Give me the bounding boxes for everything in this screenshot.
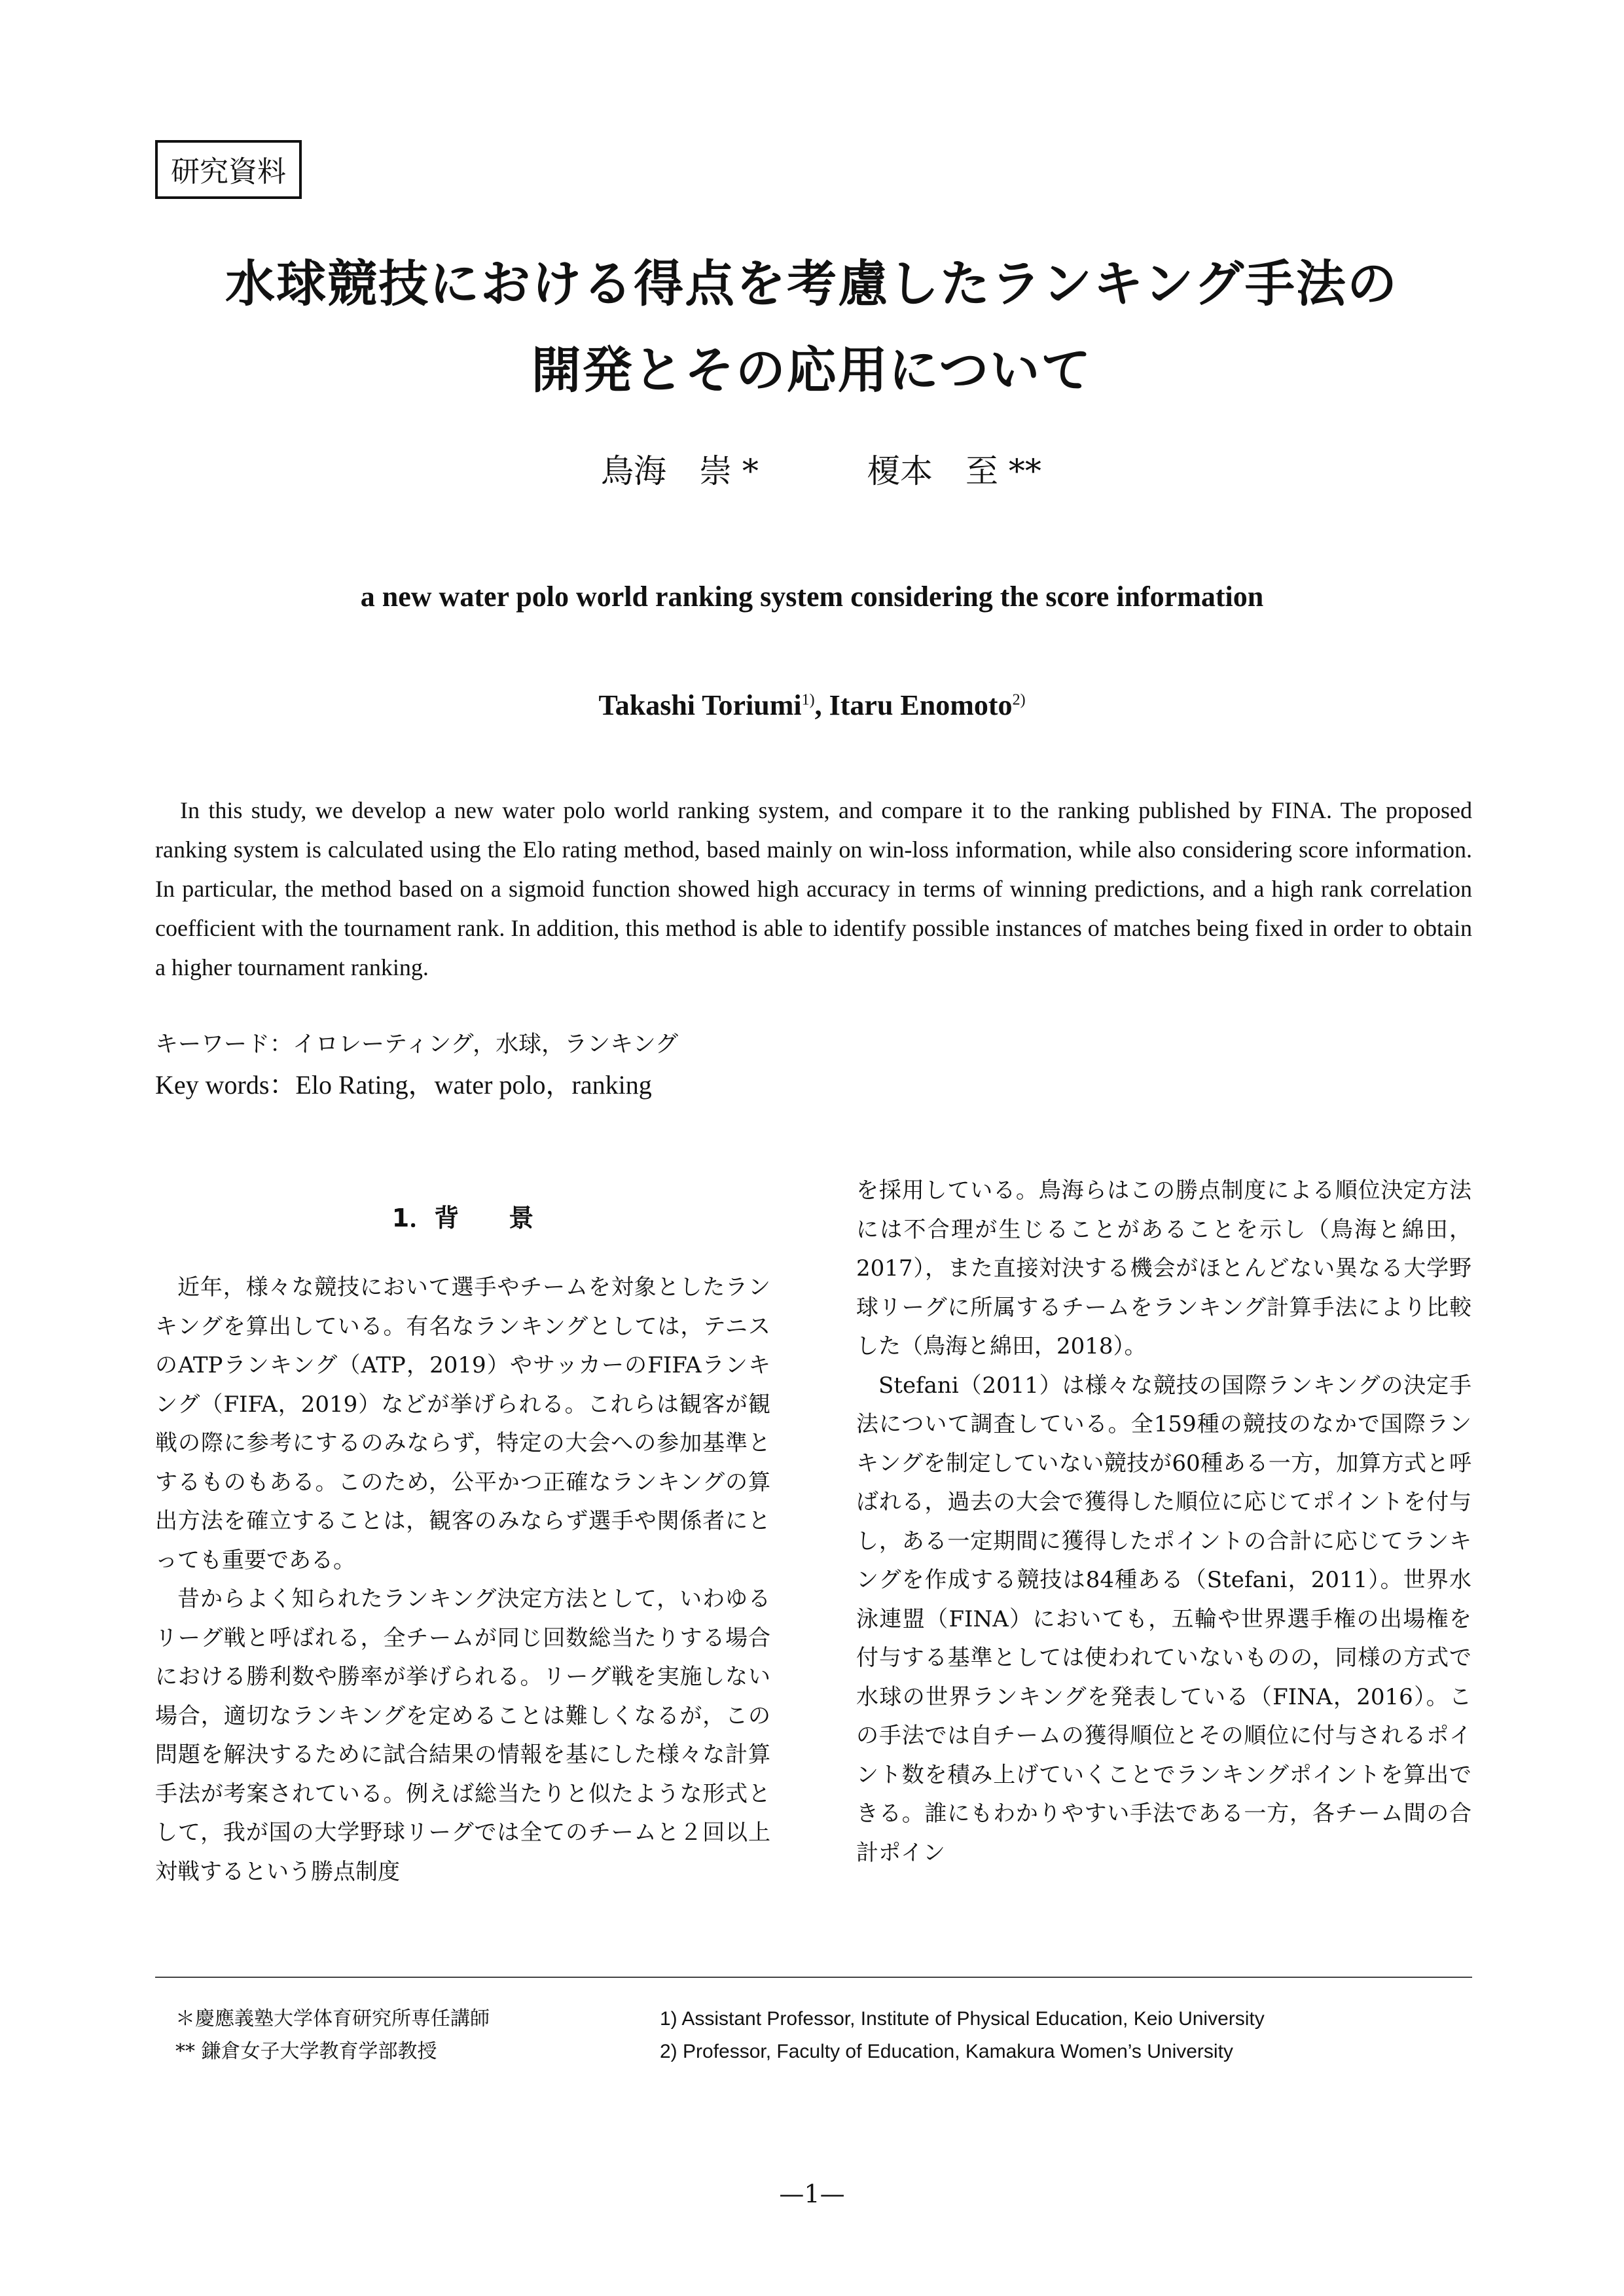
footnote: ＊慶應義塾大学体育研究所専任講師 bbox=[175, 2007, 490, 2030]
paragraph: Stefani（2011）は様々な競技の国際ランキングの決定手法について調査している。全159種の競技のなかで国際ランキングを制定していない競技が60種ある一方，加算方式と呼ばれる，過去の大会で獲得した順位に応じてポイントを付与し，ある一定期間に獲得したポイントの合計に応じてランキングを作成する競技は84種ある（Stefani，2011）。世界水泳連盟（FINA）においても，五輪や世界選手権の出場権を付与する基準としては使われていないものの，同様の方式で水球の世界ランキングを発表している（FINA，2016）。この手法では自チームの獲得順位とその順位に付与されるポイント数を積み上げていくことでランキングポイントを算出できる。誰にもわかりやすい手法である一方，各チーム間の合計ポイン bbox=[856, 1372, 1471, 1866]
author-ja-1: 鳥海 崇 * bbox=[601, 452, 759, 490]
title-line-2: 開発とその応用について bbox=[531, 341, 1092, 399]
paper-title-en: a new water polo world ranking system considering the score information bbox=[360, 581, 1264, 613]
paragraph: を採用している。鳥海らはこの勝点制度による順位決定方法には不合理が生じることがあることを示し（鳥海と綿田，2017），また直接対決する機会がほとんどない異なる大学野球リーグに所属するチームをランキング計算手法により比較した（鳥海と綿田，2018）。 bbox=[856, 1177, 1471, 1359]
author-en-2: Itaru Enomoto bbox=[829, 689, 1013, 721]
page-number: —1— bbox=[779, 2179, 845, 2208]
title-line-1: 水球競技における得点を考慮したランキング手法の bbox=[225, 255, 1398, 313]
article-category-label: 研究資料 bbox=[155, 140, 302, 199]
footnote-divider bbox=[155, 1977, 1472, 1978]
section-heading: 1．背 景 bbox=[391, 1204, 534, 1232]
keywords-ja: キーワード：イロレーティング，水球，ランキング bbox=[155, 1031, 679, 1058]
footnote: 2) Professor, Faculty of Education, Kamakura Women’s University bbox=[660, 2041, 1233, 2062]
body-column-left bbox=[155, 1268, 770, 1892]
paragraph: 昔からよく知られたランキング決定方法として，いわゆるリーグ戦と呼ばれる，全チームが同じ回数総当たりする場合における勝利数や勝率が挙げられる。リーグ戦を実施しない場合，適切なランキングを定めることは難しくなるが，この問題を解決するために試合結果の情報を基にした様々な計算手法が考案されている。例えば総当たりと似たような形式として，我が国の大学野球リーグでは全てのチームと２回以上対戦するという勝点制度 bbox=[155, 1586, 770, 1885]
paragraph: 近年，様々な競技において選手やチームを対象としたランキングを算出している。有名なランキングとしては，テニスのATPランキング（ATP，2019）やサッカーのFIFAランキング（FIFA，2019）などが挙げられる。これらは観客が観戦の際に参考にするのみならず，特定の大会への参加基準とするものもある。このため，公平かつ正確なランキングの算出方法を確立することは，観客のみならず選手や関係者にとっても重要である。 bbox=[155, 1274, 770, 1573]
author-ja-2: 榎本 至 ** bbox=[867, 452, 1041, 490]
author-en-1: Takashi Toriumi bbox=[598, 689, 802, 721]
author-en-1-affil: 1) bbox=[801, 691, 815, 709]
keywords-en: Key words：Elo Rating，water polo，ranking bbox=[155, 1070, 652, 1100]
footnote: ** 鎌倉女子大学教育学部教授 bbox=[175, 2040, 437, 2063]
author-separator: , bbox=[814, 689, 829, 721]
abstract: In this study, we develop a new water polo world ranking system, and compare it to the ranking published by FINA. The proposed ranking system is calculated using the Elo rating method, based mainly on win-loss information, while also considering score information. In particular, the method based on a sigmoid function showed high accuracy in terms of winning predictions, and a high rank correlation coefficient with the tournament rank. In addition, this method is able to identify possible instances of matches being fixed in order to obtain a higher tournament ranking. bbox=[155, 797, 1472, 980]
authors-en bbox=[0, 689, 1624, 722]
body-column-right bbox=[856, 1172, 1471, 1873]
paper-title-ja bbox=[157, 241, 1466, 414]
footnote: 1) Assistant Professor, Institute of Physical Education, Keio University bbox=[660, 2008, 1265, 2030]
footnotes-ja bbox=[175, 2003, 490, 2068]
author-en-2-affil: 2) bbox=[1012, 691, 1026, 709]
footnotes-en bbox=[660, 2003, 1265, 2068]
